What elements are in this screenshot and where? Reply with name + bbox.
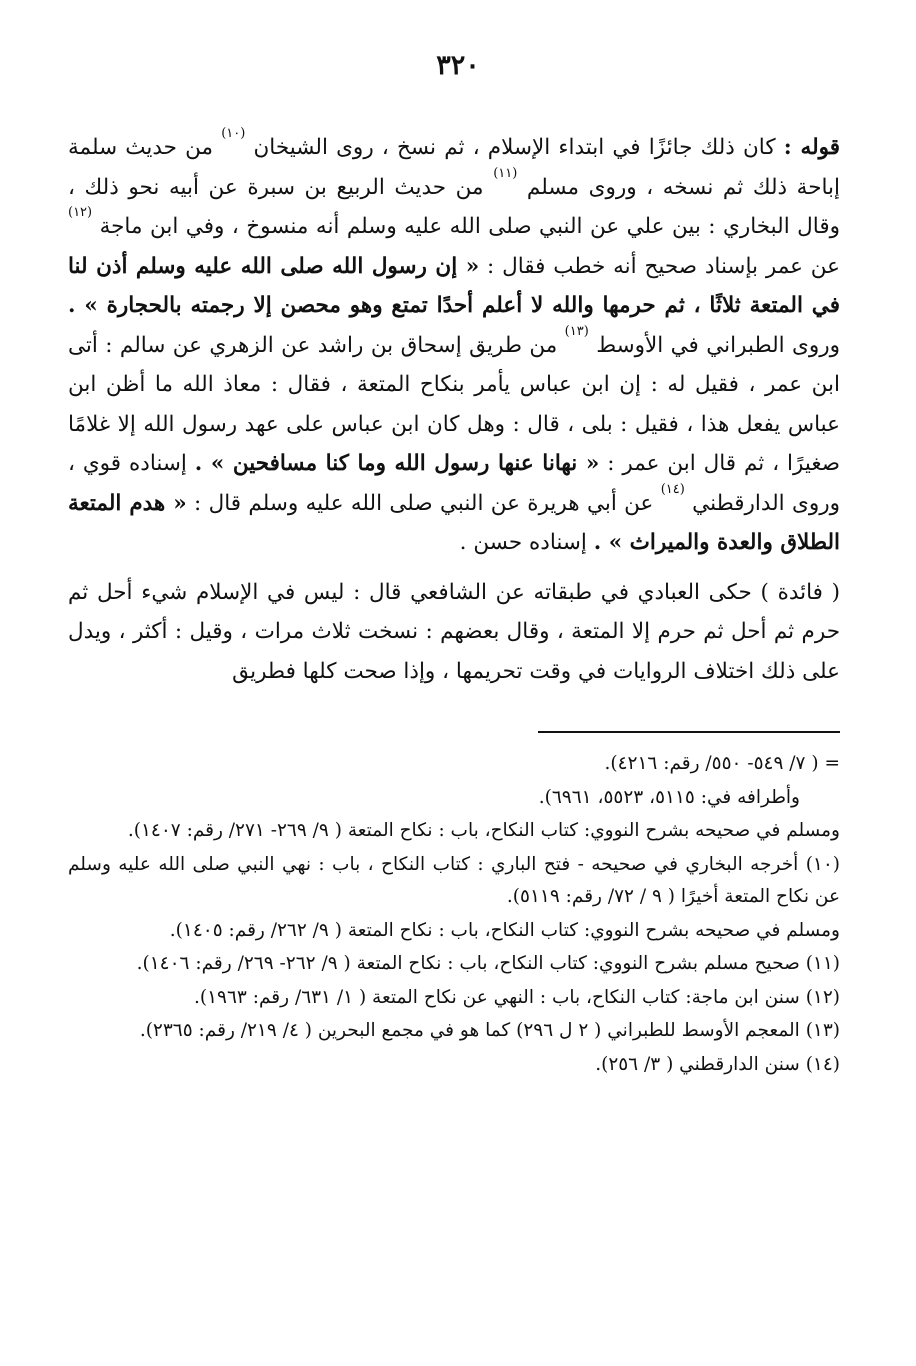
text-segment: وروى الطبراني في الأوسط: [596, 332, 840, 358]
footnote-ref-14[interactable]: (١٤): [660, 481, 685, 497]
footnote-number: (١٢): [805, 986, 840, 1008]
footnote-number: (١٠): [805, 853, 840, 875]
footnote: [68, 948, 840, 981]
text-segment: إسناده قوي ، وروى الدارقطني: [68, 451, 840, 516]
footnote-ref-11[interactable]: (١١): [493, 165, 518, 181]
text-segment: من حديث سلمة إباحة ذلك ثم نسخه ، وروى مسلم: [68, 135, 840, 200]
hadith-quote: « نهانا عنها رسول الله وما كنا مسافحين » .: [194, 451, 600, 476]
hadith-quote: « هدم المتعة الطلاق والعدة والميراث » .: [68, 490, 840, 555]
footnote-text: وأطرافه في: ٥١١٥، ٥٥٢٣، ٦٩٦١).: [538, 786, 800, 808]
footnote-divider: [538, 731, 840, 733]
footnote: [68, 748, 840, 781]
footnote-number: (١٣): [805, 1020, 840, 1041]
footnote-text: ( ٧/ ٥٤٩- ٥٥٠/ رقم: ٤٢١٦).: [604, 753, 819, 774]
footnotes: [68, 748, 840, 1082]
page-number: ٣٢٠: [436, 50, 480, 81]
footnote-text: ومسلم في صحيحه بشرح النووي: كتاب النكاح، باب : نكاح المتعة ( ٩/ ٢٦٢/ رقم: ١٤٠٥).: [169, 919, 840, 941]
text-segment: عن أبي هريرة عن النبي صلى الله عليه وسلم قال :: [194, 490, 654, 516]
footnote: [68, 915, 840, 948]
text-segment: حكى العبادي في طبقاته عن الشافعي قال : ليس في الإسلام شيء أحل ثم حرم ثم أحل ثم حرم إلا المتعة ، وقال بعضهم : نسخت ثلاث مرات ، وقيل : أكثر ، ويدل على ذلك اختلاف الروايات في وقت تحريمها ، وإذا صحت كلها فطريق: [68, 579, 840, 684]
footnote-ref-12[interactable]: (١٢): [68, 205, 93, 220]
text-segment: إسناده حسن .: [459, 530, 587, 555]
paragraph-2: [68, 573, 840, 692]
footnote-ref-10[interactable]: (١٠): [221, 126, 246, 141]
benefit-label: ( فائدة ): [760, 579, 841, 605]
footnote: [68, 982, 840, 1015]
paragraph-1: [68, 128, 840, 563]
text-segment: من حديث الربيع بن سبرة عن أبيه نحو ذلك ، وقال البخاري : بين علي عن النبي صلى الله عليه وسلم أنه منسوخ ، وفي ابن ماجة: [68, 174, 840, 239]
footnote-number: =: [824, 753, 840, 774]
hadith-quote: « إن رسول الله صلى الله عليه وسلم أذن لنا في المتعة ثلاثًا ، ثم حرمها والله لا أعلم أحدًا تمتع وهو محصن إلا رجمته بالحجارة » .: [68, 253, 840, 318]
footnote: [68, 1049, 840, 1082]
footnote-text: ومسلم في صحيحه بشرح النووي: كتاب النكاح، باب : نكاح المتعة ( ٩/ ٢٦٩- ٢٧١/ رقم: ١٤٠٧).: [127, 820, 840, 841]
footnote-number: (١١): [805, 953, 840, 974]
footnote: [68, 1015, 840, 1048]
footnote-text: أخرجه البخاري في صحيحه - فتح الباري : كتاب النكاح ، باب : نهي النبي صلى الله عليه وسلم عن نكاح المتعة أخيرًا ( ٩ / ٧٢/ رقم: ٥١١٩).: [68, 853, 840, 907]
footnote-text: صحيح مسلم بشرح النووي: كتاب النكاح، باب : نكاح المتعة ( ٩/ ٢٦٢- ٢٦٩/ رقم: ١٤٠٦).: [136, 953, 800, 974]
footnote: [68, 849, 840, 914]
text-segment: كان ذلك جائزًا في ابتداء الإسلام ، ثم نسخ ، روى الشيخان: [253, 135, 776, 160]
footnote-number: (١٤): [805, 1053, 840, 1075]
footnote-ref-13[interactable]: (١٣): [564, 323, 589, 339]
footnote-text: المعجم الأوسط للطبراني ( ٢ ل ٢٩٦) كما هو في مجمع البحرين ( ٤/ ٢١٩/ رقم: ٢٣٦٥).: [139, 1020, 800, 1041]
footnote: [68, 815, 840, 848]
text-segment: عن عمر بإسناد صحيح أنه خطب فقال :: [487, 253, 840, 279]
text-segment: من طريق إسحاق بن راشد عن الزهري عن سالم : أتى ابن عمر ، فقيل له : إن ابن عباس يأمر بنكاح المتعة ، فقال : معاذ الله ما أظن ابن عباس يفعل هذا ، فقيل : بلى ، قال : وهل كان ابن عباس على عهد رسول الله إلا غلامًا صغيرًا ، ثم قال ابن عمر :: [68, 332, 840, 476]
footnote-text: سنن الدارقطني ( ٣/ ٢٥٦).: [595, 1053, 800, 1075]
main-text: [68, 128, 840, 691]
footnote: [68, 782, 840, 815]
footnote-text: سنن ابن ماجة: كتاب النكاح، باب : النهي عن نكاح المتعة ( ١/ ٦٣١/ رقم: ١٩٦٣).: [194, 986, 800, 1008]
lead-word: قوله :: [783, 135, 841, 160]
